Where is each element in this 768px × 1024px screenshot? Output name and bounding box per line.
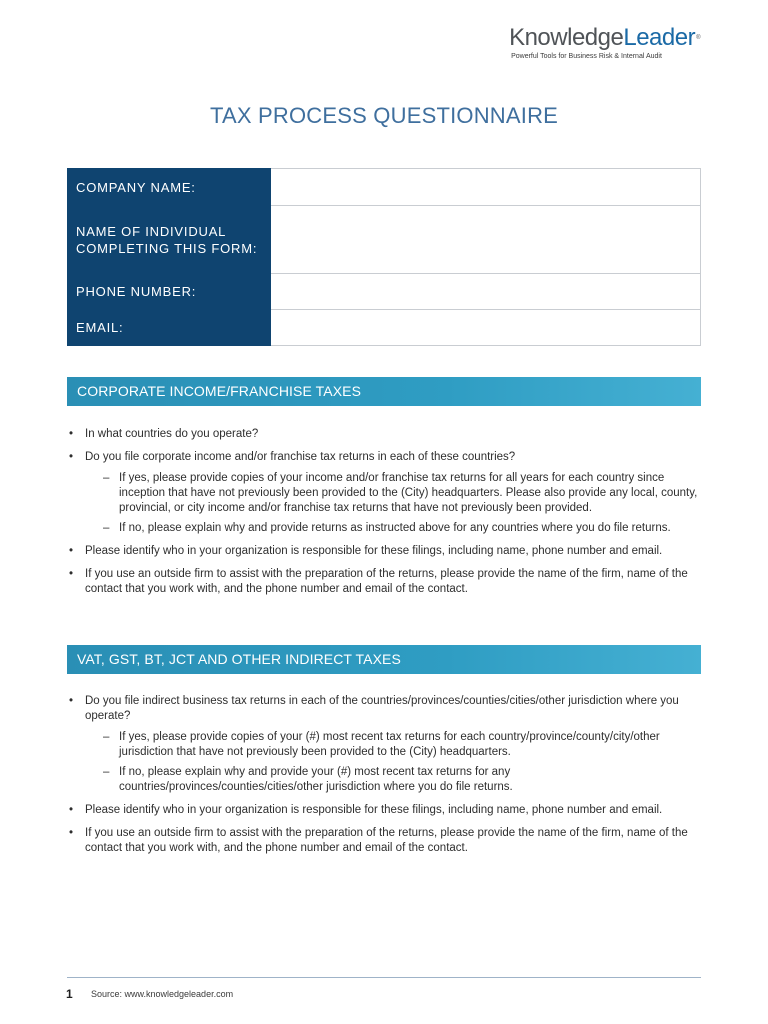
- sub-list-item: [85, 471, 701, 516]
- sub-list-item-text: If yes, please provide copies of your income and/or franchise tax returns for all years for each country since inception that have not previously been provided to the (City) headquarters. Please also provide any local, county, provincial, or city income and/or franchise tax returns that have not previously been provided.: [119, 472, 698, 514]
- individual-name-row: [68, 206, 701, 274]
- company-name-field[interactable]: [271, 169, 701, 206]
- email-field[interactable]: [271, 310, 701, 346]
- list-item: [67, 803, 701, 818]
- bullet-icon: •: [69, 428, 74, 440]
- list-item: [67, 567, 701, 597]
- bullet-icon: •: [69, 568, 74, 580]
- document-title: TAX PROCESS QUESTIONNAIRE: [209, 103, 559, 128]
- dash-icon: –: [103, 522, 110, 534]
- footer-divider: [67, 977, 701, 978]
- logo-registered-mark: ®: [696, 35, 700, 41]
- list-item-text: If you use an outside firm to assist with the preparation of the returns, please provide the name of the firm, name of the contact that you work with, and the phone number and email of the contact.: [85, 827, 688, 854]
- bullet-icon: •: [69, 804, 74, 816]
- bullet-icon: •: [69, 827, 74, 839]
- contact-info-table: [67, 168, 701, 346]
- logo-word-leader: Leader: [623, 24, 696, 51]
- section-heading-corporate-income: CORPORATE INCOME/FRANCHISE TAXES: [67, 377, 701, 406]
- list-item-text: Do you file corporate income and/or franchise tax returns in each of these countries?: [85, 451, 516, 463]
- list-item: [67, 694, 701, 795]
- list-item-text: In what countries do you operate?: [85, 428, 259, 440]
- section-heading-indirect-taxes: VAT, GST, BT, JCT AND OTHER INDIRECT TAXES: [67, 645, 701, 674]
- dash-icon: –: [103, 731, 110, 743]
- email-label: EMAIL:: [68, 310, 271, 346]
- bullet-icon: •: [69, 451, 74, 463]
- phone-number-row: [68, 274, 701, 310]
- logo-wordmark: [509, 24, 700, 52]
- page-number: 1: [66, 987, 73, 1001]
- sub-list-item: [85, 521, 701, 536]
- logo-word-knowledge: Knowledge: [509, 24, 624, 51]
- sub-list-item: [85, 730, 701, 760]
- list-item: [67, 450, 701, 536]
- list-item: [67, 826, 701, 856]
- sub-list-item-text: If no, please explain why and provide your (#) most recent tax returns for any countries/provinces/counties/cities/other jurisdiction where you do file returns.: [119, 766, 513, 793]
- sub-list-item-text: If yes, please provide copies of your (#) most recent tax returns for each country/province/county/city/other jurisdiction that have not previously been provided to the (City) headquarters.: [119, 731, 660, 758]
- list-item-text: Please identify who in your organization is responsible for these filings, including name, phone number and email.: [85, 804, 663, 816]
- list-item-text: If you use an outside firm to assist with the preparation of the returns, please provide the name of the firm, name of the contact that you work with, and the phone number and email of the contact.: [85, 568, 688, 595]
- sub-list-item: [85, 765, 701, 795]
- dash-icon: –: [103, 472, 110, 484]
- individual-name-field[interactable]: [271, 206, 701, 274]
- bullet-icon: •: [69, 695, 74, 707]
- email-row: [68, 310, 701, 346]
- list-item-text: Please identify who in your organization is responsible for these filings, including name, phone number and email.: [85, 545, 663, 557]
- sub-list-item-text: If no, please explain why and provide returns as instructed above for any countries where you do file returns.: [119, 522, 671, 534]
- section-indirect-taxes-list: [67, 694, 701, 864]
- section-corporate-income-list: [67, 427, 701, 605]
- company-name-row: [68, 169, 701, 206]
- list-item: [67, 544, 701, 559]
- list-item-text: Do you file indirect business tax returns in each of the countries/provinces/counties/cities/other jurisdiction where you operate?: [85, 695, 679, 722]
- list-item: [67, 427, 701, 442]
- individual-name-label: NAME OF INDIVIDUAL COMPLETING THIS FORM:: [68, 206, 271, 274]
- source-citation: Source: www.knowledgeleader.com: [91, 989, 234, 999]
- phone-number-field[interactable]: [271, 274, 701, 310]
- phone-number-label: PHONE NUMBER:: [68, 274, 271, 310]
- logo-tagline: Powerful Tools for Business Risk & Internal Audit: [511, 53, 662, 60]
- company-name-label: COMPANY NAME:: [68, 169, 271, 206]
- dash-icon: –: [103, 766, 110, 778]
- bullet-icon: •: [69, 545, 74, 557]
- knowledgeleader-logo: [509, 24, 700, 60]
